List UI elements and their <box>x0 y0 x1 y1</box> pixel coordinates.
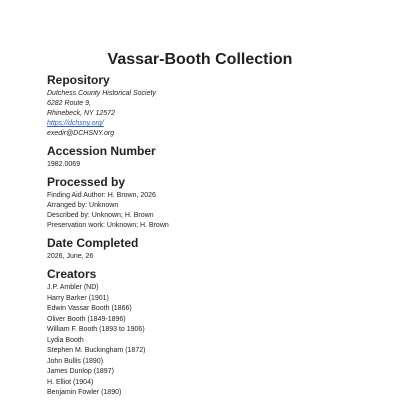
creator-item: William F. Booth (1893 to 1906) <box>47 326 145 333</box>
creator-item: Harry Barker (1901) <box>47 294 109 302</box>
creators-list <box>47 283 367 399</box>
creator-item: Benjamin Fowler (1890) <box>47 389 122 396</box>
processed-arranged: Arranged by: Unknown <box>47 202 119 209</box>
creator-item: John Bullis (1890) <box>47 357 104 365</box>
creator-item: Stephen M. Buckingham (1872) <box>47 347 146 354</box>
page-title: Vassar-Booth Collection <box>107 51 293 68</box>
repository-address-street: 6282 Route 9, <box>47 100 91 107</box>
repository-email: exedir@DCHSNY.org <box>47 130 115 137</box>
repository-heading: Repository <box>47 73 110 87</box>
repository-details <box>47 89 367 139</box>
creator-item: Edwin Vassar Booth (1866) <box>47 305 132 312</box>
processed-described: Described by: Unknown; H. Brown <box>47 212 154 219</box>
processed-details <box>47 191 367 231</box>
processed-author: Finding Aid Author: H. Brown, 2026 <box>47 192 156 199</box>
creator-item: James Dunlop (1897) <box>47 368 114 375</box>
creator-item: Lydia Booth <box>47 336 84 344</box>
document-content <box>47 73 367 399</box>
accession-details <box>47 160 367 170</box>
creators-heading: Creators <box>47 267 97 281</box>
processed-preservation: Preservation work: Unknown; H. Brown <box>47 222 169 229</box>
date-completed-heading: Date Completed <box>47 236 139 250</box>
repository-address-city: Rhinebeck, NY 12572 <box>47 110 115 117</box>
accession-number: 1982.0069 <box>47 161 81 168</box>
accession-heading: Accession Number <box>47 144 156 158</box>
repository-website-link[interactable]: https://dchsny.org/ <box>47 120 104 127</box>
processed-heading: Processed by <box>47 175 126 189</box>
creator-item: J.P. Ambler (ND) <box>47 284 99 291</box>
date-completed-value: 2026, June, 26 <box>47 253 94 260</box>
date-completed-details <box>47 252 367 262</box>
creator-item: Oliver Booth (1849-1896) <box>47 315 126 323</box>
creator-item: H. Elliot (1904) <box>47 378 94 386</box>
repository-name: Dutchess County Historical Society <box>47 90 156 97</box>
